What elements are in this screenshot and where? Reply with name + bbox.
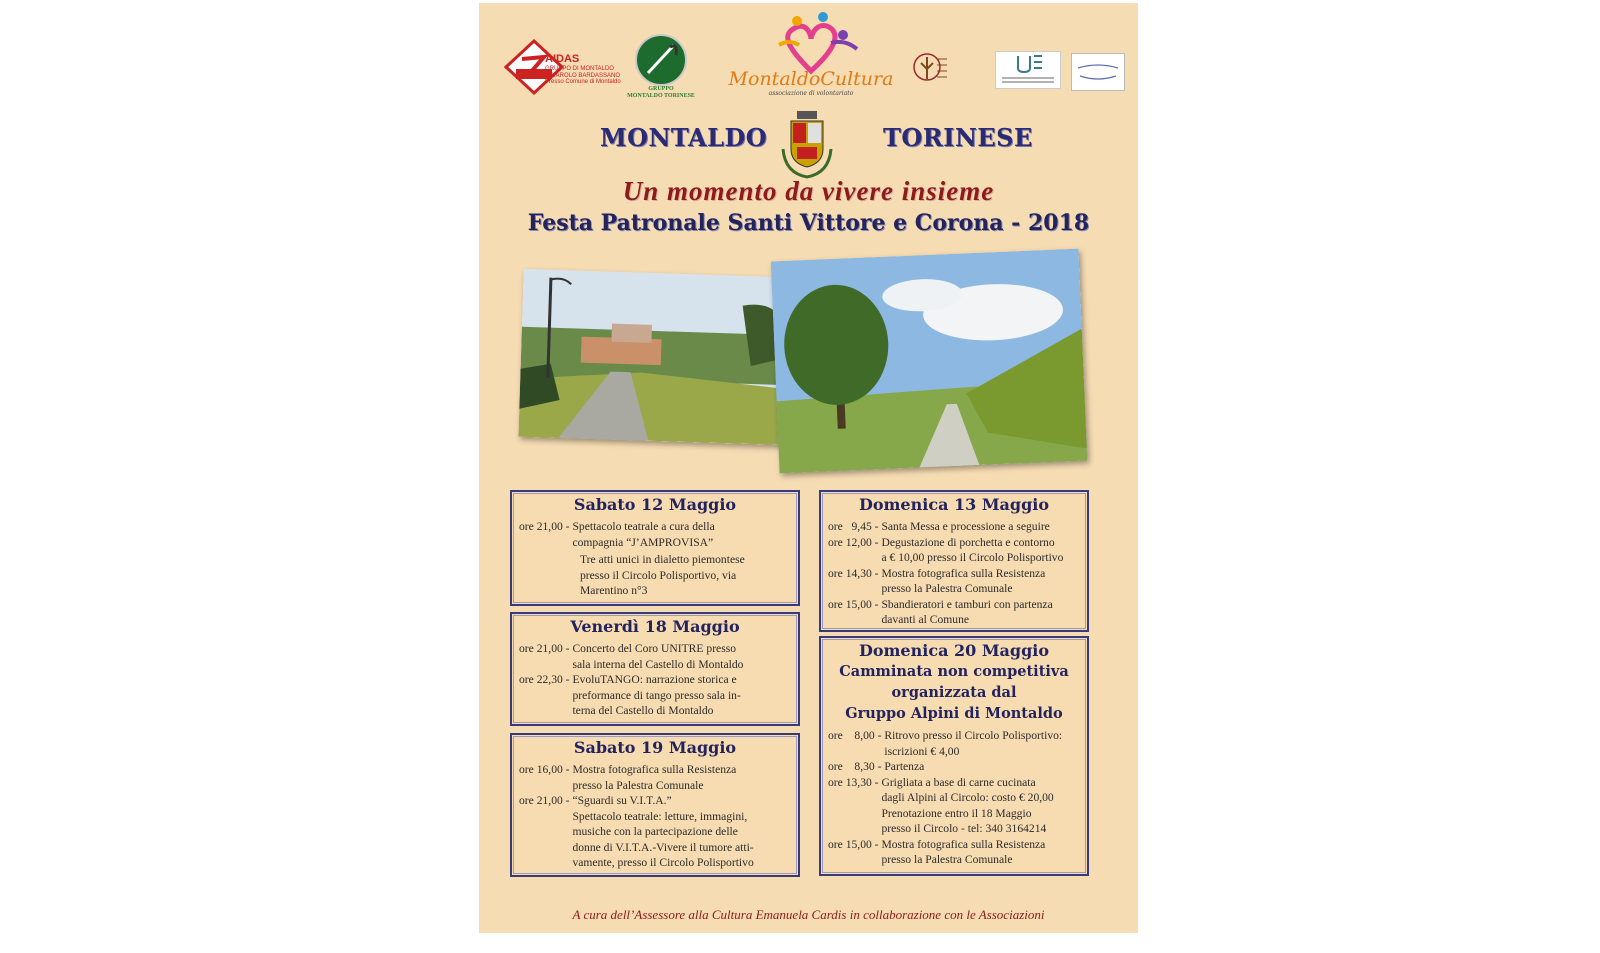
ana-caption-line2: MONTALDO TORINESE [627, 93, 695, 100]
event-desc: Sbandieratori e tamburi con partenza davanti al Comune [881, 597, 1053, 626]
subtitle: Un momento da vivere insieme [622, 176, 995, 206]
event-desc: Mostra fotografica sulla Resistenza presso la Palestra Comunale [572, 763, 737, 792]
event-time: ore 12,00 - [828, 535, 882, 549]
aidas-line3: Presso Comune di Montaldo [545, 79, 621, 86]
event-desc: Santa Messa e processione a seguire [881, 520, 1050, 533]
town-name-left: MONTALDO [600, 123, 768, 152]
event-box-subtitle-1: Camminata non competitiva [839, 663, 1069, 680]
event-item [821, 597, 1087, 628]
event-item [821, 566, 1087, 597]
footer-credit: A cura dell’Assessore alla Cultura Emanuela Cardis in collaborazione con le Associazioni [572, 907, 1045, 922]
event-box-sabato-12 [510, 490, 800, 606]
event-desc: Degustazione di porchetta e contorno a € 10,00 presso il Circolo Polisportivo [881, 535, 1064, 564]
event-box-venerdi-18 [510, 612, 800, 726]
montaldo-cultura-name: MontaldoCultura [728, 68, 894, 90]
event-desc: Grigliata a base di carne cucinata dagli Alpini al Circolo: costo € 20,00 Prenotazione entro il 18 Maggio presso il Circolo - tel: 340 3164214 [881, 775, 1054, 835]
event-time: ore 8,30 - [828, 760, 885, 773]
event-item [512, 552, 798, 599]
event-item [512, 672, 798, 719]
event-item [821, 837, 1087, 868]
event-item [512, 762, 798, 793]
event-time: ore 15,00 - [828, 597, 882, 611]
vita-logo [913, 39, 949, 89]
circolo-polisportivo-logo [1071, 53, 1125, 91]
event-item [821, 519, 1087, 535]
event-desc: Ritrovo presso il Circolo Polisportivo: iscrizioni € 4,00 [884, 729, 1063, 758]
event-desc: Mostra fotografica sulla Resistenza presso la Palestra Comunale [881, 566, 1046, 595]
event-box-subtitle-3: Gruppo Alpini di Montaldo [845, 705, 1063, 722]
event-box-title: Sabato 12 Maggio [573, 495, 737, 514]
event-time: ore 15,00 - [828, 837, 882, 851]
event-time: ore 8,00 - [828, 729, 885, 742]
event-desc: Partenza [884, 760, 925, 773]
event-time: ore 21,00 - [519, 642, 573, 655]
event-item [512, 793, 798, 871]
ana-caption [616, 86, 706, 100]
unitre-logo [995, 51, 1061, 89]
ana-alpini-logo [634, 33, 688, 87]
poster [479, 3, 1138, 933]
event-time: ore 9,45 - [828, 520, 882, 533]
event-box-title: Sabato 19 Maggio [573, 738, 737, 757]
event-box-sabato-19 [510, 733, 800, 877]
town-name-right: TORINESE [883, 123, 1033, 152]
event-box-domenica-20 [819, 636, 1089, 876]
event-time: ore 22,30 - [519, 673, 573, 686]
coat-of-arms-icon [779, 109, 835, 181]
event-box-title: Domenica 13 Maggio [858, 495, 1050, 514]
aidas-line2: PAVAROLO BARDASSANO [545, 72, 621, 79]
event-item [512, 641, 798, 672]
event-item [821, 535, 1087, 566]
event-box-title: Domenica 20 Maggio [858, 641, 1050, 660]
montaldo-cultura-sub: associazione di volontariato [768, 90, 854, 97]
event-item [821, 759, 1087, 775]
event-desc: EvoluTANGO: narrazione storica e preformance di tango presso sala in- terna del Castello di Montaldo [572, 673, 741, 717]
event-desc: “Sguardi su V.I.T.A.” Spettacolo teatrale: letture, immagini, musiche con la partecipazione delle donne di V.I.T.A.-Vivere il tumore atti- vamente, presso il Circolo Polisportivo [572, 794, 754, 869]
event-time: ore 21,00 - [519, 520, 573, 533]
event-time: ore 13,30 - [828, 775, 882, 789]
event-item [512, 519, 798, 550]
event-desc: Spettacolo teatrale a cura della compagnia “J’AMPROVISA” [572, 520, 715, 549]
event-item [821, 728, 1087, 759]
event-desc: Concerto del Coro UNITRE presso sala interna del Castello di Montaldo [572, 642, 744, 671]
event-time: ore 14,30 - [828, 566, 882, 580]
event-desc: Mostra fotografica sulla Resistenza presso la Palestra Comunale [881, 837, 1046, 866]
event-item [821, 775, 1087, 837]
countryside-photo [771, 249, 1088, 474]
event-box-title: Venerdì 18 Maggio [570, 617, 740, 636]
event-time: ore 16,00 - [519, 763, 573, 776]
montaldo-cultura-logo [719, 9, 904, 99]
ana-caption-line1: GRUPPO [648, 86, 674, 92]
aidas-text [545, 53, 625, 86]
aidas-name: AIDAS [545, 53, 580, 65]
event-time: ore 21,00 - [519, 794, 573, 807]
aidas-line1: GRUPPO DI MONTALDO [545, 65, 614, 72]
event-box-subtitle-2: organizzata dal [891, 684, 1017, 701]
event-box-domenica-13 [819, 490, 1089, 632]
event-desc: Tre atti unici in dialetto piemontese presso il Circolo Polisportivo, via Marentino n°3 [580, 553, 745, 597]
festival-title: Festa Patronale Santi Vittore e Corona - 2018 [527, 210, 1090, 236]
village-photo [518, 269, 791, 445]
